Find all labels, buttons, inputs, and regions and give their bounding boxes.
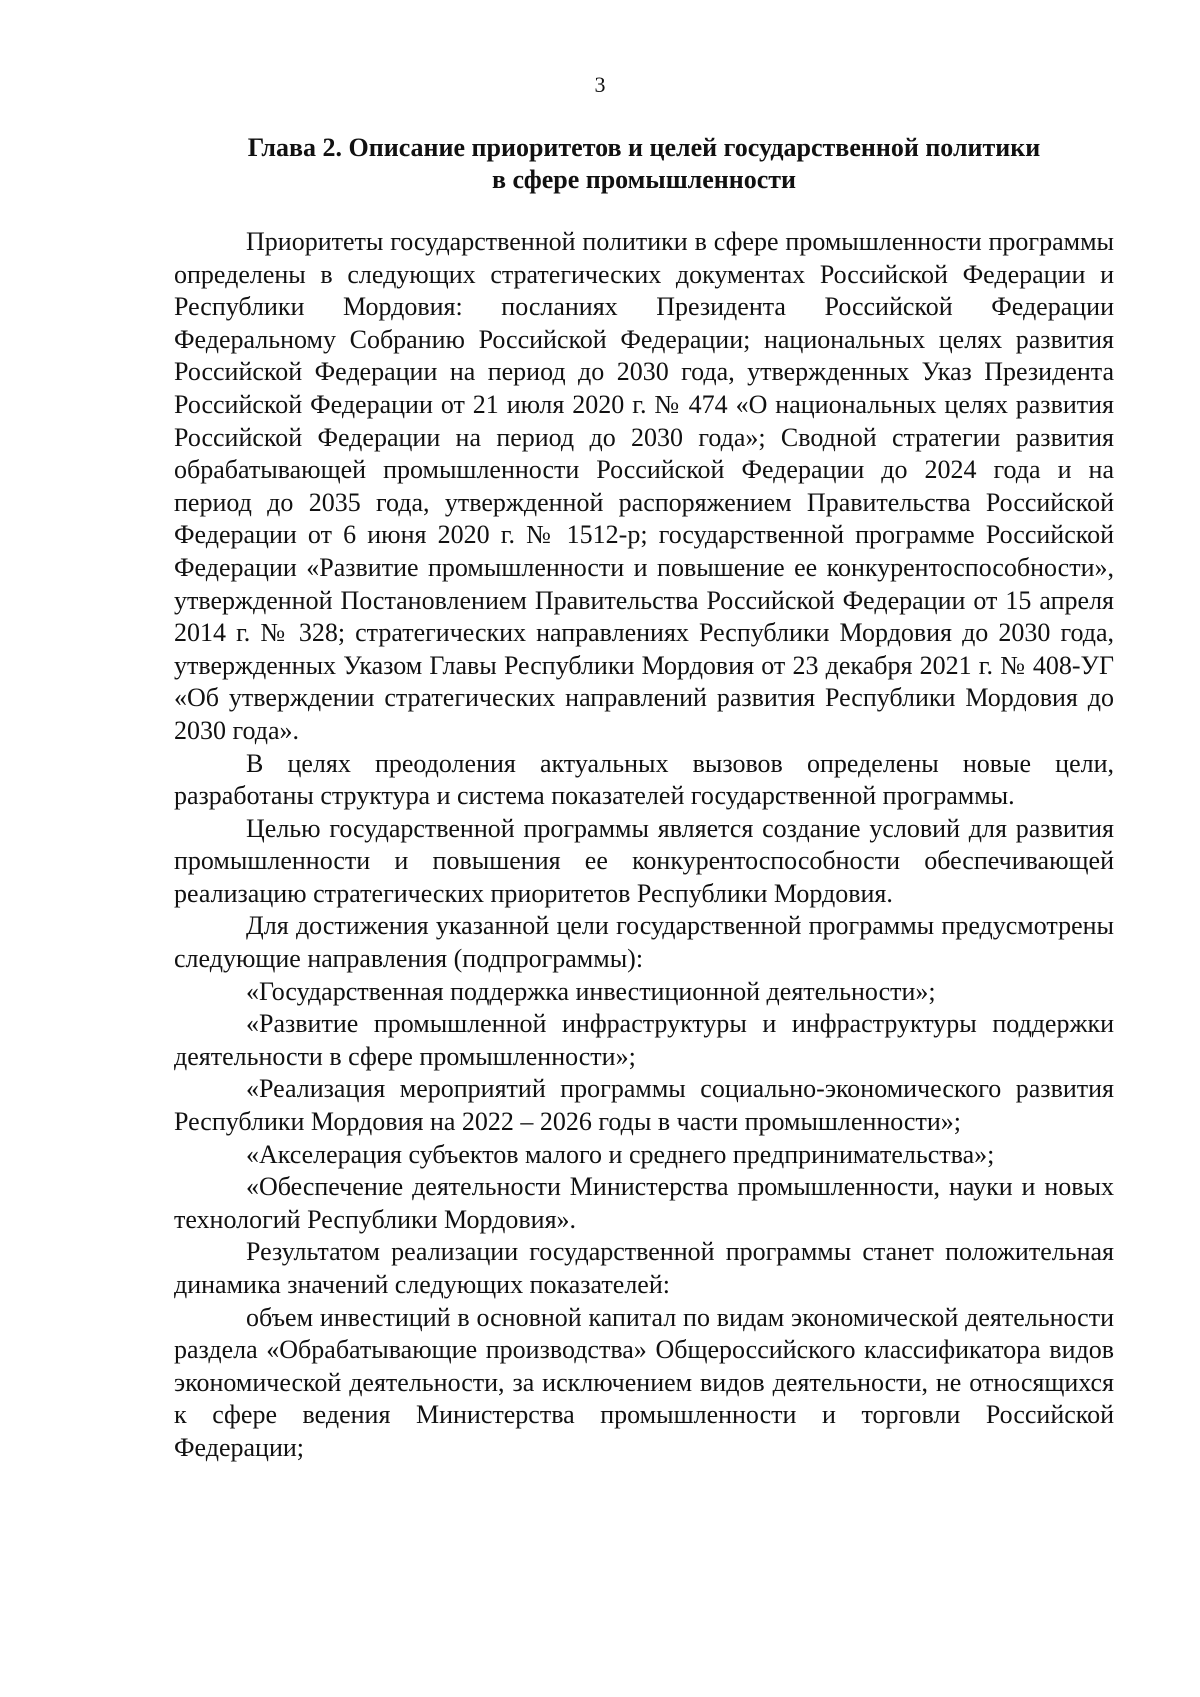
list-item-subprogram: «Обеспечение деятельности Министерства промышленности, науки и новых технологий Республики Мордовия». [174, 1172, 1114, 1234]
list-item-subprogram: «Государственная поддержка инвестиционной деятельности»; [246, 976, 936, 1006]
paragraph-priorities: Приоритеты государственной политики в сфере промышленности программы определены в следующих стратегических документах Российской Федерации и Республики Мордовия: посланиях Президента Российской Федерации Федеральному Собранию Российской Федерации; национальных целях развития Российской Федерации на период до 2030 года, утвержденных Указ Президента Российской Федерации от 21 июля 2020 г. № 474 «О национальных целях развития Российской Федерации на период до 2030 года»; Сводной стратегии развития обрабатывающей промышленности Российской Федерации до 2024 года и на период до 2035 года, утвержденной распоряжением Правительства Российской Федерации от 6 июня 2020 г. № 1512-р; государственной программе Российской Федерации «Развитие промышленности и повышение ее конкурентоспособности», утвержденной Постановлением Правительства Российской Федерации от 15 апреля 2014 г. № 328; стратегических направлениях Республики Мордовия до 2030 года, утвержденных Указом Главы Республики Мордовия от 23 декабря 2021 г. № 408-УГ «Об утверждении стратегических направлений развития Республики Мордовия до 2030 года». [174, 227, 1114, 745]
paragraph-results-intro: Результатом реализации государственной программы станет положительная динамика значений следующих показателей: [174, 1237, 1114, 1299]
chapter-heading [174, 132, 1114, 196]
paragraph-directions-intro: Для достижения указанной цели государственной программы предусмотрены следующие направления (подпрограммы): [174, 911, 1114, 974]
list-item-subprogram: «Акселерация субъектов малого и среднего предпринимательства»; [246, 1139, 995, 1169]
list-item-indicator: объем инвестиций в основной капитал по видам экономической деятельности раздела «Обрабатывающие производства» Общероссийского классификатора видов экономической деятельности, за исключением видов деятельности, не относящихся к сфере ведения Министерства промышленности и торговли Российской Федерации; [174, 1302, 1114, 1462]
paragraph-new-goals: В целях преодоления актуальных вызовов определены новые цели, разработаны структура и система показателей государственной программы. [174, 748, 1114, 811]
document-body [174, 226, 1114, 1465]
chapter-heading-line-1: Глава 2. Описание приоритетов и целей государственной политики [247, 133, 1041, 162]
chapter-heading-line-2: в сфере промышленности [491, 165, 797, 194]
list-item-subprogram: «Развитие промышленной инфраструктуры и инфраструктуры поддержки деятельности в сфере промышленности»; [174, 1009, 1114, 1071]
page-number: 3 [594, 72, 606, 97]
paragraph-program-goal: Целью государственной программы является создание условий для развития промышленности и повышения ее конкурентоспособности обеспечивающей реализацию стратегических приоритетов Республики Мордовия. [174, 813, 1114, 908]
list-item-subprogram: «Реализация мероприятий программы социально-экономического развития Республики Мордовия на 2022 – 2026 годы в части промышленности»; [174, 1074, 1114, 1137]
